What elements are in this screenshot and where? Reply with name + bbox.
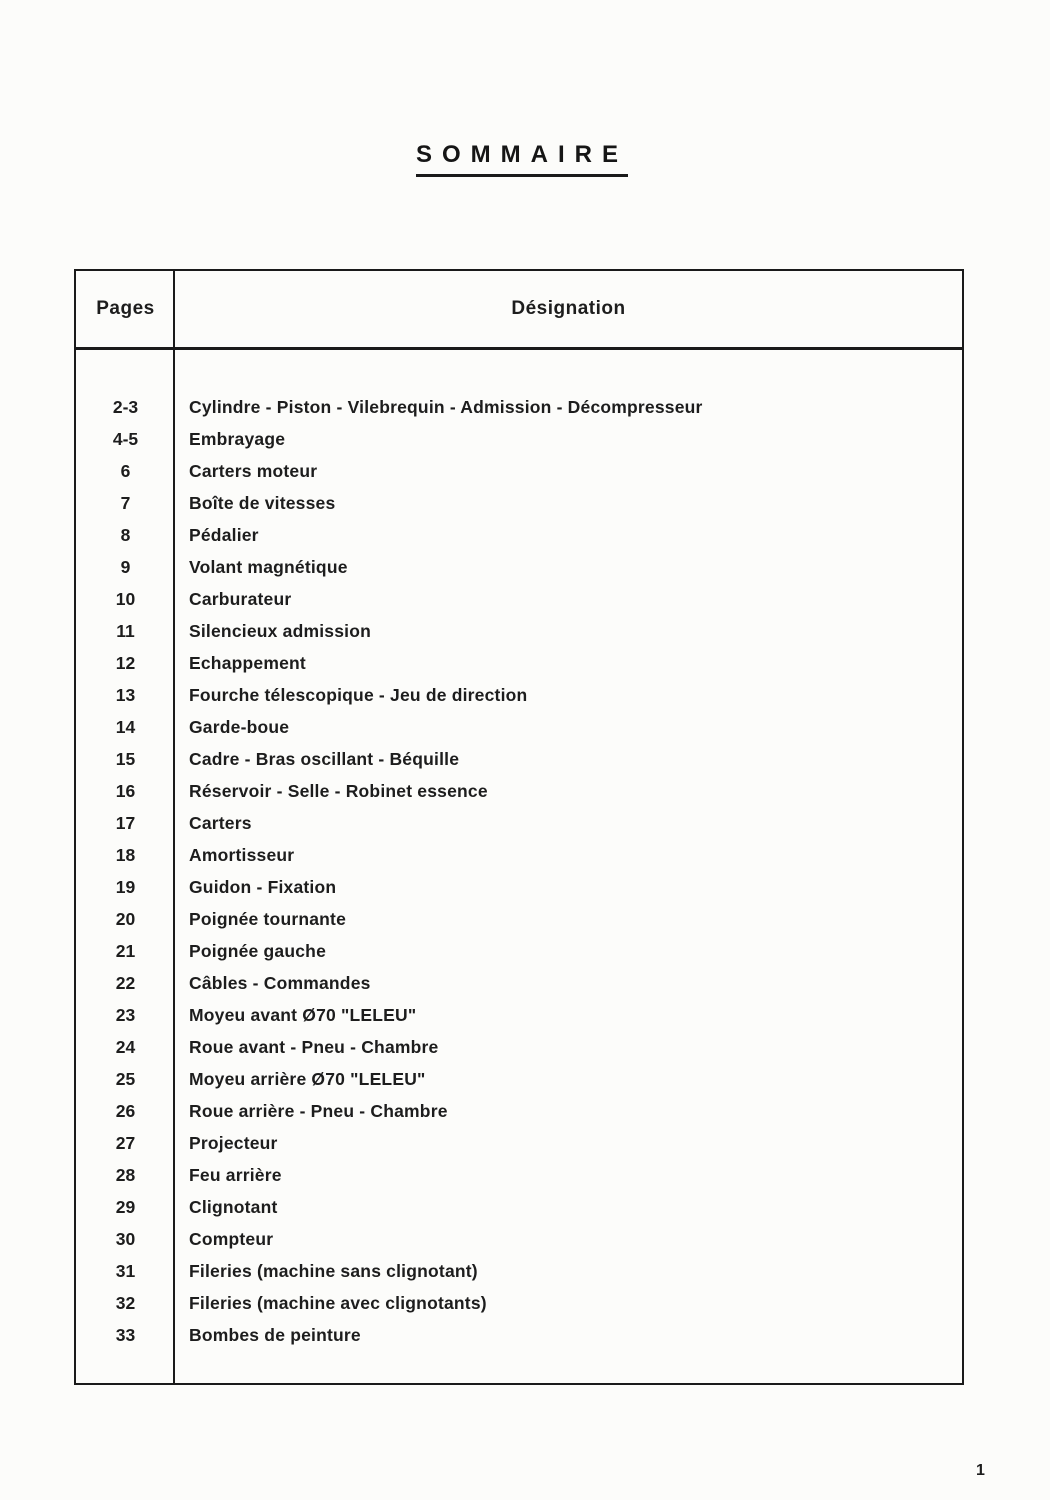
- row-designation: Volant magnétique: [189, 556, 348, 577]
- row-page-number: 11: [116, 620, 135, 641]
- row-page-number: 17: [115, 812, 136, 833]
- row-page-number: 15: [115, 748, 136, 769]
- column-header-pages: Pages: [96, 298, 155, 319]
- row-designation: Clignotant: [189, 1196, 278, 1217]
- row-designation: Réservoir - Selle - Robinet essence: [189, 780, 488, 801]
- table-row: [76, 999, 962, 1031]
- table-row: [76, 1031, 962, 1063]
- row-page-number: 9: [120, 556, 131, 577]
- row-designation: Câbles - Commandes: [189, 972, 371, 993]
- row-page-number: 13: [115, 684, 136, 705]
- row-designation: Pédalier: [189, 524, 259, 545]
- row-page-number: 23: [115, 1004, 136, 1025]
- table-row: [76, 583, 962, 615]
- row-page-number: 14: [115, 716, 136, 737]
- row-designation: Embrayage: [189, 428, 286, 449]
- table-row: [76, 1127, 962, 1159]
- row-page-number: 6: [120, 460, 131, 481]
- table-row: [76, 455, 962, 487]
- table-body: [76, 350, 962, 1351]
- table-row: [76, 903, 962, 935]
- row-page-number: 31: [115, 1260, 136, 1281]
- row-page-number: 29: [115, 1196, 136, 1217]
- table-row: [76, 1191, 962, 1223]
- row-designation: Carburateur: [189, 588, 292, 609]
- table-row: [76, 1223, 962, 1255]
- table-row: [76, 551, 962, 583]
- row-designation: Compteur: [189, 1228, 274, 1249]
- page-title: SOMMAIRE: [416, 141, 628, 177]
- table-row: [76, 391, 962, 423]
- row-designation: Amortisseur: [189, 844, 295, 865]
- row-page-number: 25: [115, 1068, 136, 1089]
- table-row: [76, 839, 962, 871]
- row-page-number: 12: [115, 652, 136, 673]
- row-page-number: 28: [115, 1164, 136, 1185]
- row-page-number: 10: [115, 588, 136, 609]
- table-row: [76, 807, 962, 839]
- table-row: [76, 1095, 962, 1127]
- row-designation: Carters moteur: [189, 460, 318, 481]
- table-row: [76, 871, 962, 903]
- title-container: [0, 141, 1044, 177]
- row-page-number: 2-3: [112, 396, 139, 417]
- row-page-number: 8: [120, 524, 131, 545]
- row-designation: Carters: [189, 812, 252, 833]
- table-row: [76, 423, 962, 455]
- row-designation: Cadre - Bras oscillant - Béquille: [189, 748, 460, 769]
- row-designation: Feu arrière: [189, 1164, 282, 1185]
- table-row: [76, 711, 962, 743]
- toc-table: [74, 269, 964, 1385]
- row-designation: Fileries (machine avec clignotants): [189, 1292, 487, 1313]
- table-row: [76, 1159, 962, 1191]
- row-designation: Projecteur: [189, 1132, 278, 1153]
- row-page-number: 18: [115, 844, 136, 865]
- row-designation: Poignée gauche: [189, 940, 326, 961]
- row-page-number: 19: [115, 876, 136, 897]
- row-designation: Bombes de peinture: [189, 1324, 361, 1345]
- row-designation: Guidon - Fixation: [189, 876, 337, 897]
- table-row: [76, 775, 962, 807]
- table-row: [76, 519, 962, 551]
- row-designation: Moyeu arrière Ø70 "LELEU": [189, 1068, 426, 1089]
- page-number: 1: [976, 1462, 985, 1479]
- row-page-number: 27: [115, 1132, 136, 1153]
- row-page-number: 16: [115, 780, 136, 801]
- row-page-number: 30: [115, 1228, 136, 1249]
- table-row: [76, 743, 962, 775]
- row-designation: Moyeu avant Ø70 "LELEU": [189, 1004, 417, 1025]
- row-page-number: 24: [115, 1036, 136, 1057]
- table-row: [76, 935, 962, 967]
- row-designation: Roue arrière - Pneu - Chambre: [189, 1100, 448, 1121]
- column-divider: [173, 271, 175, 1383]
- row-designation: Silencieux admission: [189, 620, 371, 641]
- row-designation: Echappement: [189, 652, 306, 673]
- row-designation: Poignée tournante: [189, 908, 347, 929]
- table-header-row: [76, 271, 962, 350]
- table-row: [76, 615, 962, 647]
- table-row: [76, 1319, 962, 1351]
- row-page-number: 26: [115, 1100, 136, 1121]
- table-row: [76, 679, 962, 711]
- row-page-number: 21: [115, 940, 136, 961]
- table-row: [76, 1063, 962, 1095]
- table-row: [76, 487, 962, 519]
- row-page-number: 4-5: [112, 428, 139, 449]
- row-page-number: 20: [115, 908, 136, 929]
- row-designation: Cylindre - Piston - Vilebrequin - Admission - Décompresseur: [189, 396, 703, 417]
- row-page-number: 32: [115, 1292, 136, 1313]
- table-row: [76, 647, 962, 679]
- row-designation: Roue avant - Pneu - Chambre: [189, 1036, 439, 1057]
- row-designation: Fourche télescopique - Jeu de direction: [189, 684, 528, 705]
- row-page-number: 33: [115, 1324, 136, 1345]
- table-row: [76, 1287, 962, 1319]
- row-page-number: 22: [115, 972, 136, 993]
- row-designation: Boîte de vitesses: [189, 492, 336, 513]
- row-designation: Garde-boue: [189, 716, 290, 737]
- table-row: [76, 1255, 962, 1287]
- column-header-designation: Désignation: [511, 298, 626, 319]
- row-designation: Fileries (machine sans clignotant): [189, 1260, 478, 1281]
- row-page-number: 7: [120, 492, 131, 513]
- table-row: [76, 967, 962, 999]
